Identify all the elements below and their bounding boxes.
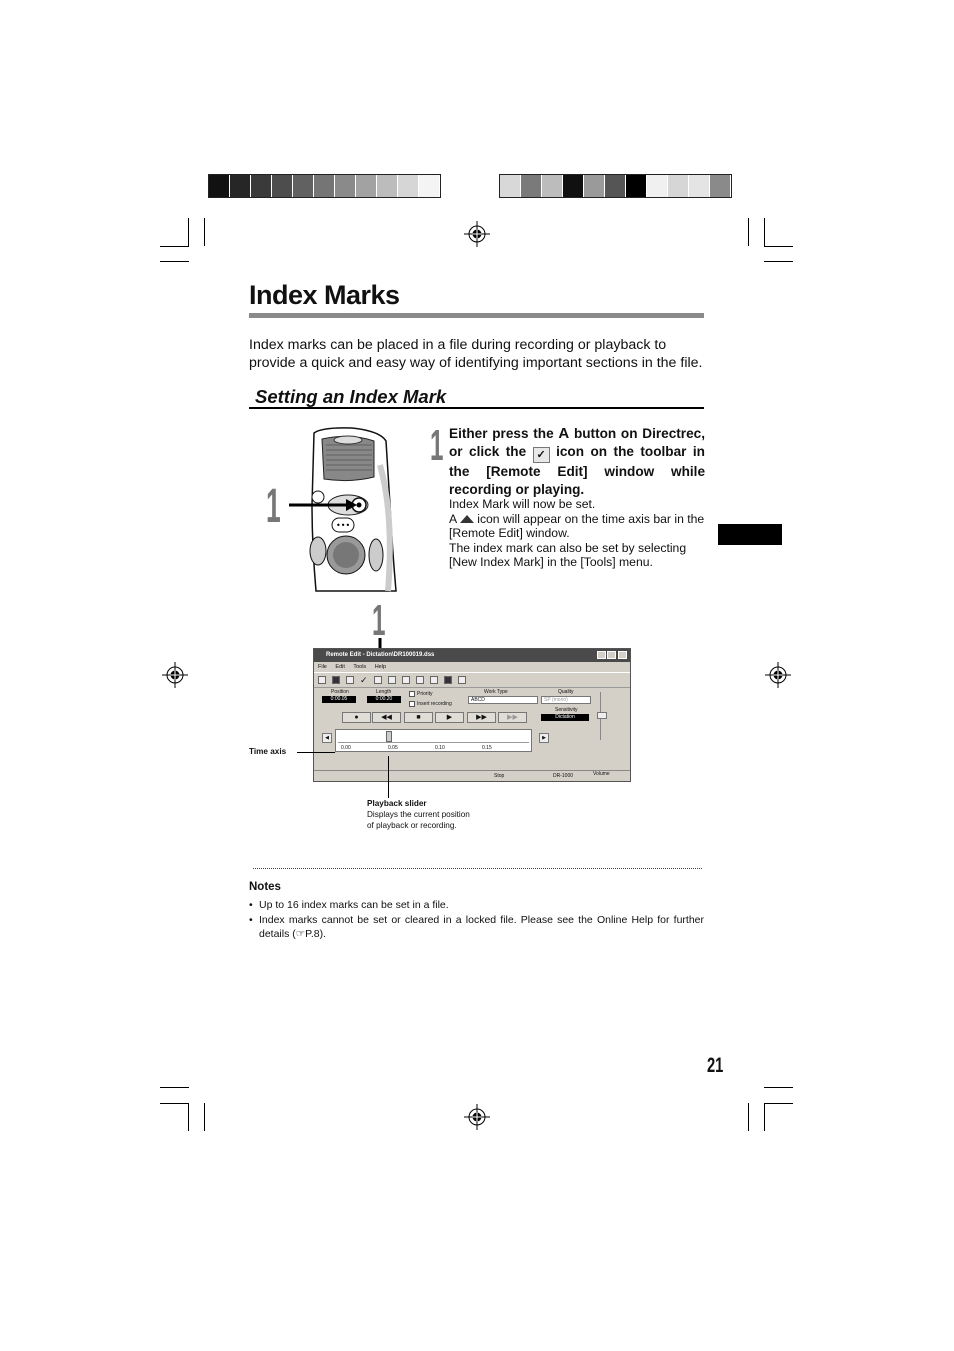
new-file-icon[interactable] bbox=[318, 676, 326, 684]
crop-mark bbox=[204, 218, 205, 246]
calibration-swatch bbox=[377, 175, 398, 197]
work-type-label: Work Type bbox=[484, 689, 508, 695]
calibration-swatch bbox=[419, 175, 440, 197]
record-button[interactable]: ● bbox=[342, 712, 371, 723]
remote-edit-window bbox=[313, 648, 631, 782]
notes-list bbox=[249, 898, 704, 942]
calibration-swatch bbox=[272, 175, 293, 197]
step-marker-device: 1 bbox=[266, 480, 281, 533]
cut-icon[interactable] bbox=[402, 676, 410, 684]
chapter-tab bbox=[718, 524, 782, 545]
registration-mark-icon bbox=[464, 1104, 490, 1130]
scroll-right-button[interactable]: ▶ bbox=[539, 733, 549, 743]
crop-mark bbox=[188, 1103, 189, 1131]
clear-index-icon[interactable] bbox=[374, 676, 382, 684]
tick-label: 0.05 bbox=[388, 745, 398, 751]
rewind-button[interactable]: ◀◀ bbox=[372, 712, 401, 723]
playback-slider-description: Displays the current position of playback or recording. bbox=[367, 810, 470, 830]
checkmark-icon: ✓ bbox=[533, 447, 550, 463]
scroll-left-button[interactable]: ◀ bbox=[322, 733, 332, 743]
step-icon-text: A icon will appear on the time axis bar in the [Remote Edit] window. bbox=[449, 511, 705, 540]
step-instruction-part: icon on the toolbar in the [Remote Edit] window while recording or playing. bbox=[449, 444, 705, 497]
crop-mark bbox=[160, 261, 189, 262]
calibration-swatch bbox=[668, 175, 689, 197]
svg-text:•••: ••• bbox=[336, 521, 351, 530]
step-instruction-part: button on Directrec, or click the bbox=[449, 426, 705, 459]
play-button[interactable]: ▶ bbox=[435, 712, 464, 723]
save-icon[interactable] bbox=[332, 676, 340, 684]
registration-mark-icon bbox=[162, 662, 188, 688]
menu-help[interactable]: Help bbox=[374, 664, 387, 670]
work-type-select[interactable]: ABCD bbox=[468, 696, 538, 704]
playback-slider-leader bbox=[388, 756, 389, 798]
playback-slider-label: Playback slider bbox=[367, 799, 427, 808]
index-mark-icon bbox=[460, 515, 474, 523]
status-state: Stop bbox=[494, 773, 505, 779]
calibration-swatch bbox=[500, 175, 521, 197]
list-item: • Up to 16 index marks can be set in a file. bbox=[249, 898, 704, 912]
calibration-swatch bbox=[521, 175, 542, 197]
crop-mark bbox=[764, 1103, 793, 1104]
registration-mark-icon bbox=[765, 662, 791, 688]
properties-icon[interactable] bbox=[430, 676, 438, 684]
paste-icon[interactable] bbox=[416, 676, 424, 684]
maximize-button[interactable] bbox=[607, 651, 616, 659]
crop-mark bbox=[764, 218, 765, 246]
settings-icon[interactable] bbox=[444, 676, 452, 684]
crop-mark bbox=[160, 246, 189, 247]
calibration-swatch bbox=[689, 175, 710, 197]
calibration-swatch bbox=[542, 175, 563, 197]
section-heading: Setting an Index Mark bbox=[255, 386, 447, 407]
sensitivity-label: Sensitivity bbox=[555, 707, 578, 713]
step-result-text: Index Mark will now be set. bbox=[449, 497, 596, 511]
quality-select[interactable]: SP (mono) bbox=[541, 696, 591, 704]
crop-mark bbox=[160, 1103, 189, 1104]
time-axis-label: Time axis bbox=[249, 747, 287, 756]
crop-mark bbox=[188, 218, 189, 246]
window-titlebar bbox=[314, 649, 630, 662]
section-rule bbox=[249, 407, 704, 409]
calibration-swatch bbox=[710, 175, 731, 197]
intro-paragraph: Index marks can be placed in a file during recording or playback to provide a quick and easy way of identifying important sections in the file. bbox=[249, 337, 703, 371]
crop-mark bbox=[748, 218, 749, 246]
calibration-swatch bbox=[293, 175, 314, 197]
menu-bar bbox=[314, 662, 630, 672]
time-axis-ruler bbox=[338, 742, 529, 746]
insert-icon[interactable] bbox=[388, 676, 396, 684]
menu-file[interactable]: File bbox=[318, 664, 327, 670]
minimize-button[interactable] bbox=[597, 651, 606, 659]
refresh-icon[interactable] bbox=[458, 676, 466, 684]
calibration-bar-left bbox=[208, 174, 441, 198]
skip-end-button[interactable]: ▶▶ bbox=[498, 712, 527, 723]
tick-label: 0.10 bbox=[435, 745, 445, 751]
menu-tools[interactable]: Tools bbox=[353, 664, 367, 670]
crop-mark bbox=[764, 1087, 793, 1088]
calibration-swatch bbox=[209, 175, 230, 197]
calibration-swatch bbox=[584, 175, 605, 197]
step-description bbox=[449, 497, 707, 570]
notes-heading: Notes bbox=[249, 881, 281, 893]
step-instruction bbox=[449, 425, 705, 499]
calibration-bar-right bbox=[499, 174, 732, 198]
calibration-swatch bbox=[251, 175, 272, 197]
calibration-swatch bbox=[605, 175, 626, 197]
step-marker-window: 1 bbox=[372, 596, 386, 645]
status-bar bbox=[314, 770, 630, 781]
priority-checkbox[interactable] bbox=[409, 691, 415, 697]
calibration-swatch bbox=[626, 175, 647, 197]
page-number: 21 bbox=[707, 1054, 724, 1077]
menu-edit[interactable]: Edit bbox=[335, 664, 345, 670]
title-rule bbox=[249, 313, 704, 318]
step-instruction-part: Either press the bbox=[449, 426, 559, 441]
stop-button[interactable]: ■ bbox=[404, 712, 433, 723]
close-button[interactable] bbox=[618, 651, 627, 659]
crop-mark bbox=[204, 1103, 205, 1131]
playback-slider[interactable] bbox=[386, 731, 392, 742]
tick-label: 0.00 bbox=[341, 745, 351, 751]
calibration-swatch bbox=[647, 175, 668, 197]
undo-icon[interactable] bbox=[346, 676, 354, 684]
page-title: Index Marks bbox=[249, 280, 400, 310]
crop-mark bbox=[160, 1087, 189, 1088]
crop-mark bbox=[764, 246, 793, 247]
toolbar bbox=[314, 672, 630, 688]
quality-label: Quality bbox=[558, 689, 574, 695]
position-label: Position bbox=[331, 689, 349, 695]
fast-forward-button[interactable]: ▶▶ bbox=[467, 712, 496, 723]
calibration-swatch bbox=[335, 175, 356, 197]
crop-mark bbox=[764, 261, 793, 262]
time-axis-bar[interactable] bbox=[335, 729, 532, 752]
notes-divider bbox=[253, 868, 702, 869]
calibration-swatch bbox=[314, 175, 335, 197]
registration-mark-icon bbox=[464, 221, 490, 247]
tick-label: 0.15 bbox=[482, 745, 492, 751]
crop-mark bbox=[764, 1103, 765, 1131]
status-device: DR-1000 bbox=[553, 773, 574, 779]
length-label: Length bbox=[376, 689, 392, 695]
directrec-device-illustration bbox=[262, 425, 412, 593]
position-display: 0:00.05 bbox=[322, 696, 356, 703]
calibration-swatch bbox=[398, 175, 419, 197]
list-item: • Index marks cannot be set or cleared in a locked file. Please see the Online Help for further details (☞P.8). bbox=[249, 913, 704, 941]
length-display: 0:00.20 bbox=[367, 696, 401, 703]
crop-mark bbox=[748, 1103, 749, 1131]
sensitivity-display: Dictation bbox=[541, 714, 589, 721]
step-alternative-text: The index mark can also be set by selecting [New Index Mark] in the [Tools] menu. bbox=[449, 540, 687, 569]
volume-slider-thumb[interactable] bbox=[597, 712, 607, 719]
calibration-swatch bbox=[356, 175, 377, 197]
a-key-label: A bbox=[558, 425, 570, 442]
window-title: Remote Edit - Dictation\DR100019.dss bbox=[326, 652, 435, 658]
insert-recording-checkbox[interactable] bbox=[409, 701, 415, 707]
priority-label: Priority bbox=[417, 691, 433, 697]
time-axis-leader bbox=[297, 752, 335, 753]
step-number: 1 bbox=[430, 421, 444, 470]
insert-recording-label: Insert recording bbox=[417, 701, 452, 707]
calibration-swatch bbox=[563, 175, 584, 197]
calibration-swatch bbox=[230, 175, 251, 197]
index-mark-check-icon[interactable]: ✓ bbox=[360, 675, 368, 685]
volume-label: Volume bbox=[593, 771, 610, 777]
